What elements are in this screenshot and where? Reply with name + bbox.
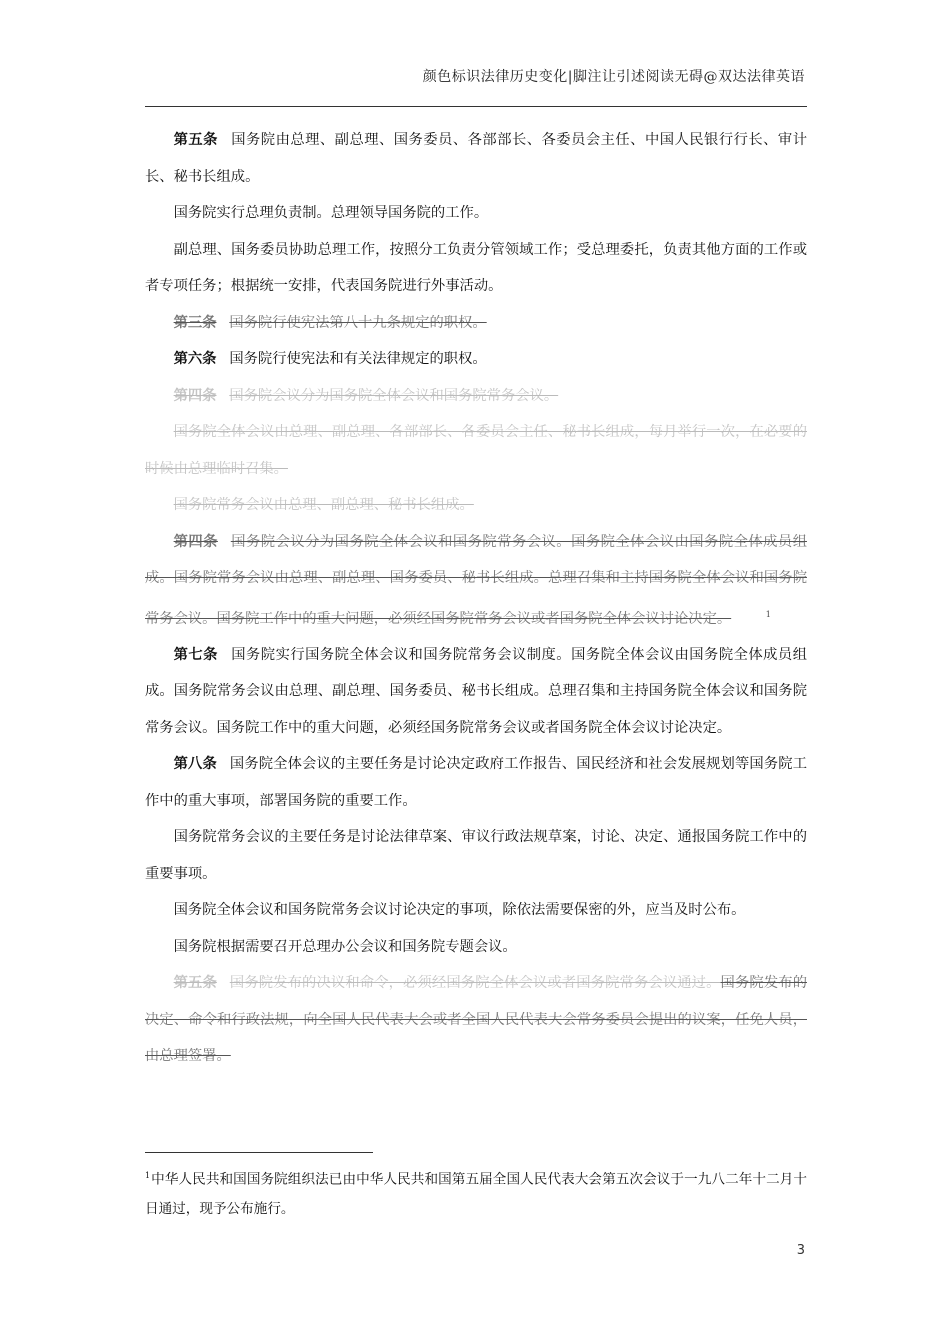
article-text: 国务院发布的决议和命令，必须经国务院全体会议或者国务院常务会议通过。 bbox=[229, 975, 721, 992]
article-8-para-2: 国务院常务会议的主要任务是讨论法律草案、审议行政法规草案，讨论、决定、通报国务院工作中的重要事项。 bbox=[145, 829, 807, 882]
deleted-dark-part: 国务院发布的决定、命令和行政法规，向全国人民代表大会或者全国人民代表大会常务委员会提出的议案，任免人员，由总理签署。 bbox=[145, 975, 807, 1065]
article-text: 国务院行使宪法和有关法律规定的职权。 bbox=[229, 351, 487, 367]
article-text: 国务院由总理、副总理、国务委员、各部部长、各委员会主任、中国人民银行行长、审计长、秘书长组成。 bbox=[145, 132, 807, 185]
deleted-article-4-original-para-3: 国务院常务会议由总理、副总理、秘书长组成。 bbox=[173, 497, 474, 513]
footnote bbox=[145, 1161, 807, 1224]
article-number: 第四条 bbox=[173, 533, 218, 550]
deleted-article-5 bbox=[145, 965, 807, 1075]
page-number: 3 bbox=[796, 1243, 805, 1258]
article-number: 第五条 bbox=[173, 132, 218, 148]
article-6 bbox=[145, 341, 807, 378]
footnote-rule bbox=[145, 1152, 373, 1153]
deleted-article-3 bbox=[145, 305, 807, 342]
article-text: 国务院会议分为国务院全体会议和国务院常务会议。国务院全体会议由国务院全体成员组成。国务院常务会议由总理、副总理、国务委员、秘书长组成。总理召集和主持国务院全体会议和国务院常务会议。国务院工作中的重大问题，必须经国务院常务会议或者国务院全体会议讨论决定。 bbox=[145, 533, 807, 627]
article-text: 国务院全体会议的主要任务是讨论决定政府工作报告、国民经济和社会发展规划等国务院工作中的重大事项，部署国务院的重要工作。 bbox=[145, 756, 807, 809]
article-number: 第六条 bbox=[173, 351, 217, 367]
footnote-text: 中华人民共和国国务院组织法已由中华人民共和国第五届全国人民代表大会第五次会议于一九八二年十二月十日通过，现予公布施行。 bbox=[145, 1171, 807, 1217]
article-8-para-4: 国务院根据需要召开总理办公会议和国务院专题会议。 bbox=[173, 938, 517, 955]
article-8-para-1 bbox=[145, 746, 807, 819]
running-header: 颜色标识法律历史变化|脚注让引述阅读无碍@双达法律英语 bbox=[422, 69, 805, 85]
article-7 bbox=[145, 637, 807, 747]
article-text: 国务院会议分为国务院全体会议和国务院常务会议。 bbox=[229, 387, 559, 404]
article-5-para-1 bbox=[145, 122, 807, 195]
article-number: 第四条 bbox=[173, 387, 217, 404]
deleted-article-4-original-para-1 bbox=[145, 378, 807, 415]
footnote-number: 1 bbox=[145, 1171, 151, 1180]
article-5-para-2: 国务院实行总理负责制。总理领导国务院的工作。 bbox=[173, 205, 489, 221]
article-text: 国务院实行国务院全体会议和国务院常务会议制度。国务院全体会议由国务院全体成员组成。国务院常务会议由总理、副总理、国务委员、秘书长组成。总理召集和主持国务院全体会议和国务院常务会议。国务院工作中的重大问题，必须经国务院常务会议或者国务院全体会议讨论决定。 bbox=[145, 646, 807, 736]
article-8-para-3: 国务院全体会议和国务院常务会议讨论决定的事项，除依法需要保密的外，应当及时公布。 bbox=[173, 902, 746, 919]
article-number: 第八条 bbox=[173, 756, 217, 773]
deleted-article-4-original-para-2: 国务院全体会议由总理、副总理、各部部长、各委员会主任、秘书长组成，每月举行一次，在必要的时候由总理临时召集。 bbox=[145, 424, 807, 477]
article-number: 第七条 bbox=[173, 646, 218, 663]
deleted-article-4-amended bbox=[145, 524, 807, 637]
deleted-light-part bbox=[174, 975, 721, 991]
article-number: 第五条 bbox=[173, 975, 217, 992]
header-rule bbox=[145, 106, 807, 107]
article-number: 第三条 bbox=[173, 314, 217, 331]
footnote-reference[interactable]: 1 bbox=[765, 609, 771, 619]
document-body bbox=[145, 122, 807, 1075]
article-text: 国务院行使宪法第八十九条规定的职权。 bbox=[229, 314, 487, 331]
article-5-para-3: 副总理、国务委员协助总理工作，按照分工负责分管领域工作；受总理委托，负责其他方面的工作或者专项任务；根据统一安排，代表国务院进行外事活动。 bbox=[145, 241, 807, 294]
